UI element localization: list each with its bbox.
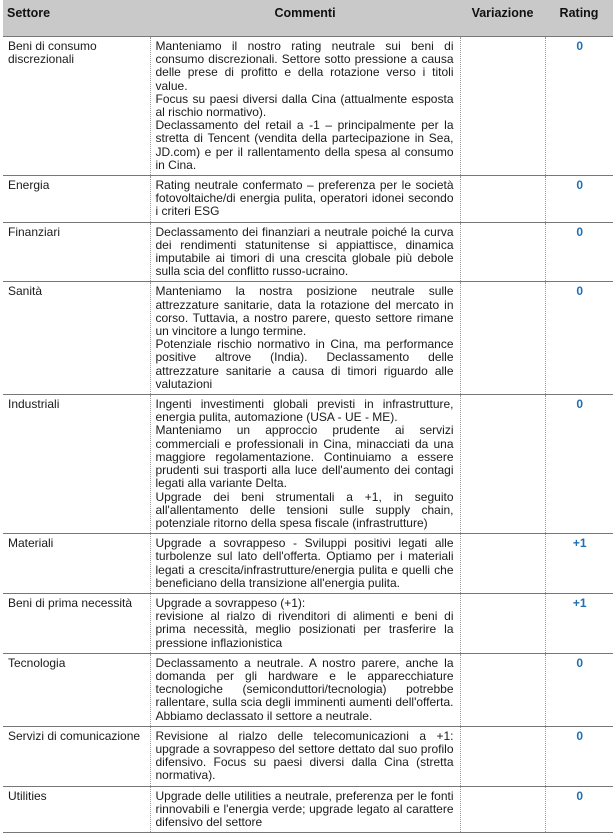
sector-rating: 0 xyxy=(545,395,613,534)
sector-rating-table xyxy=(3,0,613,833)
header-rating: Rating xyxy=(545,0,613,37)
sector-name: Materiali xyxy=(3,534,150,594)
comment-paragraph: Manteniamo la nostra posizione neutrale sulle attrezzature sanitarie, data la rotazione del mercato in corso. Tuttavia, a nostro parere, questo settore rimane un vincitore a lungo termine. xyxy=(155,284,454,339)
header-variazione: Variazione xyxy=(460,0,545,37)
sector-variation xyxy=(460,534,545,594)
sector-name: Sanità xyxy=(3,282,150,395)
table-row xyxy=(3,176,613,223)
comment-paragraph: Manteniamo un approccio prudente ai servizi commerciali e professionali in Cina, minacciati da una maggiore regolamentazione. Continuiamo a essere prudenti sui trasporti alla luce dell'aumento dei contagi legati alla variante Delta. xyxy=(155,423,454,491)
table-row xyxy=(3,37,613,176)
header-row xyxy=(3,0,613,37)
sector-variation xyxy=(460,593,545,653)
sector-rating: 0 xyxy=(545,282,613,395)
sector-comments xyxy=(150,222,460,282)
sector-name: Beni di prima necessità xyxy=(3,593,150,653)
sector-comments xyxy=(150,653,460,726)
comment-paragraph: Revisione al rialzo delle telecomunicazioni a +1: upgrade a sovrappeso del settore dettato dal suo profilo difensivo. Focus su paesi diversi dalla Cina (stretta normativa). xyxy=(155,728,454,783)
table-row xyxy=(3,653,613,726)
sector-comments xyxy=(150,176,460,223)
table-row xyxy=(3,726,613,786)
comment-paragraph: Declassamento a neutrale. A nostro parere, anche la domanda per gli hardware e le apparecchiature tecnologiche (semiconduttori/tecnologia) potrebbe rallentare, sulla scia degli imminenti aumenti dell'offerta. Abbiamo declassato il settore a neutrale. xyxy=(155,655,454,723)
sector-name: Beni di consumo discrezionali xyxy=(3,37,150,176)
sector-variation xyxy=(460,222,545,282)
sector-comments xyxy=(150,395,460,534)
table-header xyxy=(3,0,613,37)
table-row xyxy=(3,222,613,282)
sector-rating: 0 xyxy=(545,726,613,786)
sector-name: Finanziari xyxy=(3,222,150,282)
sector-variation xyxy=(460,786,545,833)
sector-comments xyxy=(150,786,460,833)
header-commenti: Commenti xyxy=(150,0,460,37)
comment-paragraph: Upgrade delle utilities a neutrale, preferenza per le fonti rinnovabili e l'energia verde; upgrade legato al carattere difensivo del settore xyxy=(155,788,454,829)
table-row xyxy=(3,786,613,833)
table-row xyxy=(3,395,613,534)
sector-rating: 0 xyxy=(545,786,613,833)
table-row xyxy=(3,593,613,653)
comment-paragraph: Upgrade a sovrappeso - Sviluppi positivi legati alle turbolenze sul lato dell'offerta. Optiamo per i materiali legati a crescita/infrastrutture/energia pulita e quelli che beneficiano della transizione all'energia pulita. xyxy=(155,536,454,590)
sector-variation xyxy=(460,282,545,395)
sector-variation xyxy=(460,726,545,786)
sector-comments xyxy=(150,534,460,594)
sector-rating: 0 xyxy=(545,37,613,176)
sector-variation xyxy=(460,37,545,176)
sector-comments xyxy=(150,37,460,176)
header-settore: Settore xyxy=(3,0,150,37)
sector-rating: 0 xyxy=(545,653,613,726)
sector-name: Servizi di comunicazione xyxy=(3,726,150,786)
sector-name: Energia xyxy=(3,176,150,223)
comment-paragraph: Ingenti investimenti globali previsti in infrastrutture, energia pulita, automazione (USA - UE - ME). xyxy=(155,397,454,425)
sector-variation xyxy=(460,395,545,534)
sector-variation xyxy=(460,653,545,726)
comment-paragraph: Declassamento del retail a -1 – principalmente per la stretta di Tencent (vendita della partecipazione in Sea, JD.com) e per il rallentamento della spesa al consumo in Cina. xyxy=(155,118,454,172)
comment-paragraph: Declassamento dei finanziari a neutrale poiché la curva dei rendimenti statunitense si appiattisce, dinamica imputabile ai timori di una crescita globale più debole sulla scia del conflitto russo-ucraino. xyxy=(155,224,454,279)
comment-paragraph: Manteniamo il nostro rating neutrale sui beni di consumo discrezionali. Settore sotto pressione a causa delle prese di profitto e della rotazione verso i titoli value. xyxy=(155,39,454,93)
sector-name: Utilities xyxy=(3,786,150,833)
comment-paragraph: revisione al rialzo di rivenditori di alimenti e beni di prima necessità, meglio posizionati per trasferire la pressione inflazionistica xyxy=(155,609,454,650)
sector-name: Tecnologia xyxy=(3,653,150,726)
sector-rating: 0 xyxy=(545,222,613,282)
comment-paragraph: Focus su paesi diversi dalla Cina (attualmente esposta al rischio normativo). xyxy=(155,91,454,120)
sector-rating: 0 xyxy=(545,176,613,223)
sector-comments xyxy=(150,282,460,395)
table-body xyxy=(3,37,613,833)
sector-variation xyxy=(460,176,545,223)
sector-name: Industriali xyxy=(3,395,150,534)
sector-comments xyxy=(150,593,460,653)
sector-rating: +1 xyxy=(545,534,613,594)
comment-paragraph: Rating neutrale confermato – preferenza per le società fotovoltaiche/di energia pulita, operatori idonei secondo i criteri ESG xyxy=(155,178,454,219)
sector-comments xyxy=(150,726,460,786)
table-row xyxy=(3,282,613,395)
sector-rating: +1 xyxy=(545,593,613,653)
comment-paragraph: Upgrade dei beni strumentali a +1, in seguito all'allentamento delle tensioni sulle supply chain, potenziale ritorno della spesa fiscale (infrastrutture) xyxy=(155,489,454,530)
comment-paragraph: Upgrade a sovrappeso (+1): xyxy=(155,595,306,610)
comment-paragraph: Potenziale rischio normativo in Cina, ma performance positive altrove (India). Declassamento delle attrezzature sanitarie a causa di timori riguardo alle valutazioni xyxy=(155,337,454,391)
table-row xyxy=(3,534,613,594)
